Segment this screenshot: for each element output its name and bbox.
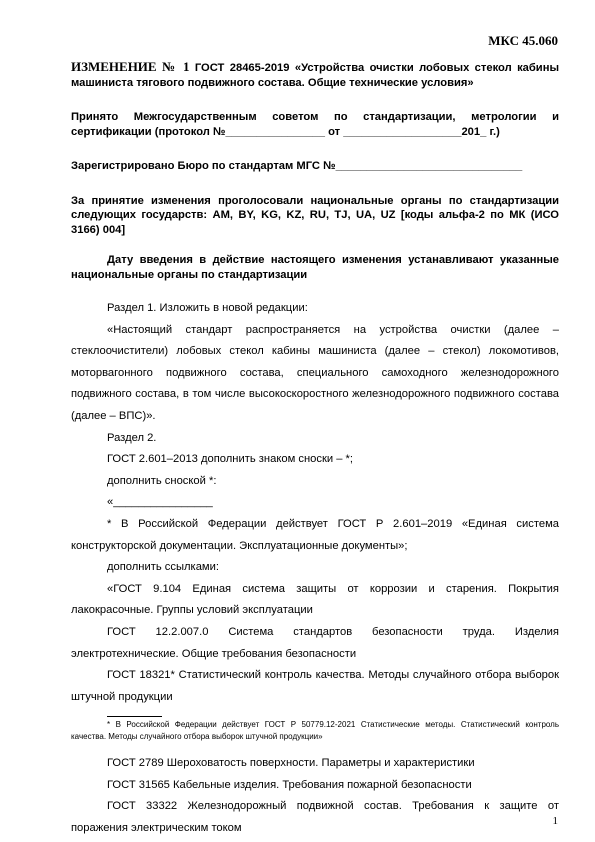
reference-gost-33322: ГОСТ 33322 Железнодорожный подвижной состав. Требования к защите от поражения электрическим током — [71, 800, 559, 835]
amendment-standard: ГОСТ 28465-2019 «Устройства очистки лобовых стекол кабины машиниста тягового подвижного состава. Общие технические условия» — [71, 62, 559, 89]
amendment-title — [71, 60, 559, 90]
section-1-heading: Раздел 1. Изложить в новой редакции: — [107, 302, 308, 314]
adopted-statement: Принято Межгосударственным советом по стандартизации, метрологии и сертификации (протокол №________________ от ___________________201_ г.) — [71, 111, 559, 138]
reference-gost-31565: ГОСТ 31565 Кабельные изделия. Требования пожарной безопасности — [107, 778, 472, 791]
reference-gost-9104: «ГОСТ 9.104 Единая система защиты от коррозии и старения. Покрытия лакокрасочные. Группы условий эксплуатации — [71, 582, 559, 617]
footnote-separator: «________________ — [107, 496, 213, 509]
amendment-lead: ИЗМЕНЕНИЕ № 1 — [71, 59, 190, 74]
footnote-divider — [107, 716, 162, 717]
document-content — [71, 60, 559, 840]
registered-statement: Зарегистрировано Бюро по стандартам МГС №______________________________ — [71, 160, 523, 172]
add-footnote-line: дополнить сноской *: — [107, 474, 217, 487]
gost-2601-note: ГОСТ 2.601–2013 дополнить знаком сноски – *; — [107, 453, 353, 466]
scope-paragraph: «Настоящий стандарт распространяется на устройства очистки (далее – стеклоочистители) лобовых стекол кабины машиниста (далее – стекол) локомотивов, моторвагонного подвижного состава, специального самоходного железнодорожного подвижного состава, в том числе высокоскоростного железнодорожного подвижного состава (далее – ВПС)». — [71, 323, 559, 422]
page-footnote: * В Российской Федерации действует ГОСТ Р 50779.12-2021 Статистические методы. Статистический контроль качества. Методы случайного отбора выборок штучной продукции» — [71, 720, 559, 742]
effective-date-statement: Дату введения в действие настоящего изменения устанавливают указанные национальные органы по стандартизации — [71, 254, 559, 281]
classification-code: МКС 45.060 — [488, 33, 558, 48]
reference-gost-2789: ГОСТ 2789 Шероховатость поверхности. Параметры и характеристики — [107, 757, 475, 770]
footnote-gost-r-2601: * В Российской Федерации действует ГОСТ Р 2.601–2019 «Единая система конструкторской документации. Эксплуатационные документы»; — [71, 517, 559, 552]
reference-gost-18321: ГОСТ 18321* Статистический контроль качества. Методы случайного отбора выборок штучной продукции — [71, 669, 559, 703]
section-2-heading: Раздел 2. — [107, 431, 157, 444]
reference-gost-12200070: ГОСТ 12.2.007.0 Система стандартов безопасности труда. Изделия электротехнические. Общие требования безопасности — [71, 625, 559, 660]
voting-statement: За принятие изменения проголосовали национальные органы по стандартизации следующих государств: AM, BY, KG, KZ, RU, TJ, UA, UZ [коды альфа-2 по МК (ИСО 3166) 004] — [71, 194, 559, 236]
page-number: 1 — [552, 815, 558, 827]
add-references-line: дополнить ссылками: — [107, 561, 219, 574]
